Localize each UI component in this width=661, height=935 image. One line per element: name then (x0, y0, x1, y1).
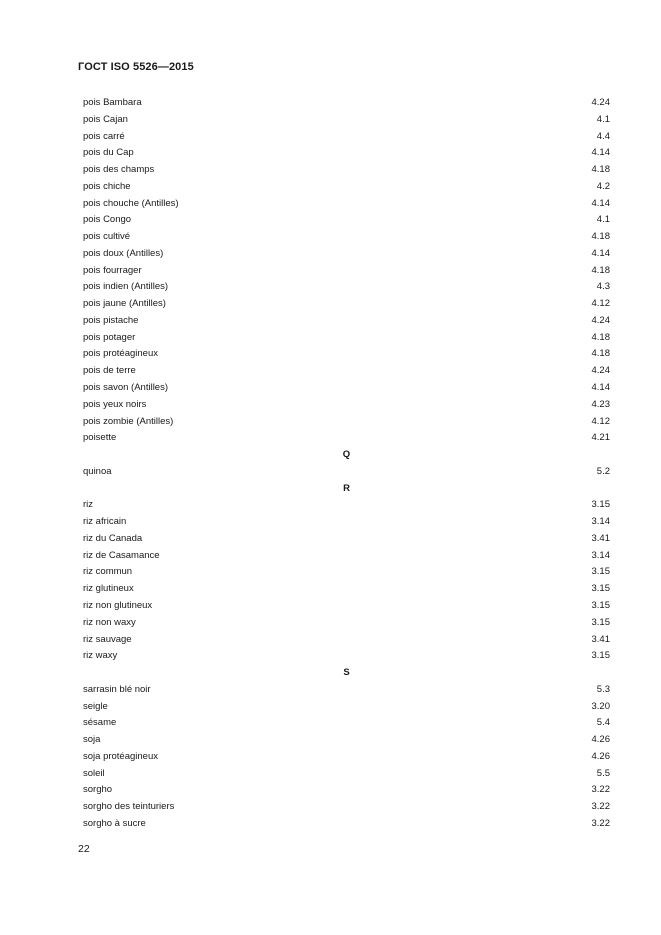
index-term: pois pistache (83, 314, 139, 326)
index-reference: 3.15 (591, 599, 610, 611)
index-reference: 4.1 (596, 214, 610, 226)
index-entry (83, 699, 610, 716)
index-entry (83, 615, 610, 632)
index-term: pois Congo (83, 214, 132, 226)
index-reference: 4.24 (591, 97, 610, 108)
index-entry (83, 145, 610, 162)
index-term: soleil (83, 767, 105, 779)
index-entry (83, 514, 610, 531)
index-entry (83, 497, 610, 514)
index-term: poisette (83, 432, 117, 444)
index-entry (83, 279, 610, 296)
index-term: pois Bambara (83, 97, 142, 108)
index-entry (83, 296, 610, 313)
index-term: riz africain (83, 516, 127, 528)
index-reference: 4.1 (596, 113, 610, 125)
index-term: soja (83, 734, 101, 746)
index-entry (83, 732, 610, 749)
index-entry (83, 179, 610, 196)
index-reference: 5.2 (596, 465, 610, 477)
index-reference: 4.2 (596, 180, 610, 192)
document-header: ГОСТ ISO 5526—2015 (78, 61, 194, 73)
index-reference: 4.26 (591, 750, 610, 762)
index-reference: 3.14 (591, 516, 610, 528)
index-reference: 4.24 (591, 365, 610, 377)
index-entry (83, 648, 610, 665)
index-entry (83, 246, 610, 263)
index-term: pois Cajan (83, 113, 128, 125)
index-term: sarrasin blé noir (83, 683, 151, 695)
index-reference: 4.4 (596, 130, 610, 142)
index-entry (83, 212, 610, 229)
index-term: pois chouche (Antilles) (83, 197, 179, 209)
index-entry (83, 95, 610, 112)
index-reference: 3.15 (591, 616, 610, 628)
index-reference: 4.18 (591, 231, 610, 243)
index-term: pois cultivé (83, 231, 130, 243)
index-reference: 3.14 (591, 549, 610, 561)
index-letter-heading: Q (342, 449, 351, 461)
index-reference: 5.5 (596, 767, 610, 779)
index-term: pois yeux noirs (83, 398, 147, 410)
index-reference: 4.3 (596, 281, 610, 293)
index-term: pois de terre (83, 365, 136, 377)
index-term: pois chiche (83, 180, 131, 192)
index-entry (83, 564, 610, 581)
index-term: sorgho à sucre (83, 817, 146, 829)
index-entry (83, 766, 610, 783)
index-entry (83, 682, 610, 699)
index-entry (83, 548, 610, 565)
index-reference: 4.18 (591, 264, 610, 276)
index-reference: 3.20 (591, 700, 610, 712)
index-reference: 4.12 (591, 298, 610, 310)
index-reference: 4.18 (591, 331, 610, 343)
index-reference: 4.14 (591, 147, 610, 159)
alphabetical-index (83, 95, 610, 833)
index-reference: 3.22 (591, 801, 610, 813)
index-reference: 4.26 (591, 734, 610, 746)
index-letter-heading: S (343, 667, 350, 679)
index-reference: 4.14 (591, 382, 610, 394)
index-reference: 3.22 (591, 817, 610, 829)
index-reference: 3.22 (591, 784, 610, 796)
index-term: pois doux (Antilles) (83, 247, 164, 259)
index-letter-heading: R (343, 482, 350, 494)
index-term: pois zombie (Antilles) (83, 415, 174, 427)
index-term: pois carré (83, 130, 125, 142)
index-term: seigle (83, 700, 108, 712)
index-term: riz sauvage (83, 633, 132, 645)
index-entry (83, 799, 610, 816)
index-entry (83, 749, 610, 766)
index-term: riz de Casamance (83, 549, 160, 561)
index-term: riz glutineux (83, 583, 134, 595)
index-reference: 5.4 (596, 717, 610, 729)
index-reference: 3.15 (591, 566, 610, 578)
index-entry (83, 715, 610, 732)
index-entry (83, 330, 610, 347)
index-term: riz (83, 499, 94, 511)
index-term: pois protéagineux (83, 348, 158, 360)
index-reference: 3.15 (591, 499, 610, 511)
index-entry (83, 464, 610, 481)
index-entry (83, 263, 610, 280)
index-reference: 5.3 (596, 683, 610, 695)
index-term: sorgho (83, 784, 113, 796)
index-term: pois du Cap (83, 147, 134, 159)
index-entry (83, 112, 610, 129)
index-reference: 4.12 (591, 415, 610, 427)
index-entry (83, 816, 610, 833)
index-entry (83, 346, 610, 363)
index-entry (83, 397, 610, 414)
index-reference: 3.41 (591, 633, 610, 645)
index-term: riz commun (83, 566, 133, 578)
index-entry (83, 430, 610, 447)
index-reference: 4.23 (591, 398, 610, 410)
index-reference: 4.18 (591, 348, 610, 360)
index-entry (83, 196, 610, 213)
index-entry (83, 129, 610, 146)
index-reference: 3.15 (591, 650, 610, 662)
index-entry (83, 531, 610, 548)
index-entry (83, 782, 610, 799)
index-term: soja protéagineux (83, 750, 158, 762)
index-term: pois potager (83, 331, 136, 343)
index-reference: 4.24 (591, 314, 610, 326)
index-entry (83, 229, 610, 246)
index-term: pois des champs (83, 164, 155, 176)
index-term: riz du Canada (83, 532, 143, 544)
index-term: pois indien (Antilles) (83, 281, 169, 293)
index-entry (83, 598, 610, 615)
index-entry (83, 380, 610, 397)
index-term: sésame (83, 717, 117, 729)
index-term: riz waxy (83, 650, 118, 662)
index-entry (83, 363, 610, 380)
index-entry (83, 313, 610, 330)
index-reference: 4.14 (591, 247, 610, 259)
index-entry (83, 414, 610, 431)
index-entry (83, 162, 610, 179)
index-term: sorgho des teinturiers (83, 801, 175, 813)
index-term: pois savon (Antilles) (83, 382, 169, 394)
index-reference: 4.18 (591, 164, 610, 176)
index-term: quinoa (83, 465, 112, 477)
index-reference: 4.14 (591, 197, 610, 209)
index-term: riz non waxy (83, 616, 136, 628)
index-term: pois fourrager (83, 264, 142, 276)
page-number: 22 (78, 843, 90, 855)
index-reference: 3.41 (591, 532, 610, 544)
index-entry (83, 581, 610, 598)
index-term: pois jaune (Antilles) (83, 298, 166, 310)
index-reference: 3.15 (591, 583, 610, 595)
index-entry (83, 632, 610, 649)
index-reference: 4.21 (591, 432, 610, 444)
index-term: riz non glutineux (83, 599, 153, 611)
